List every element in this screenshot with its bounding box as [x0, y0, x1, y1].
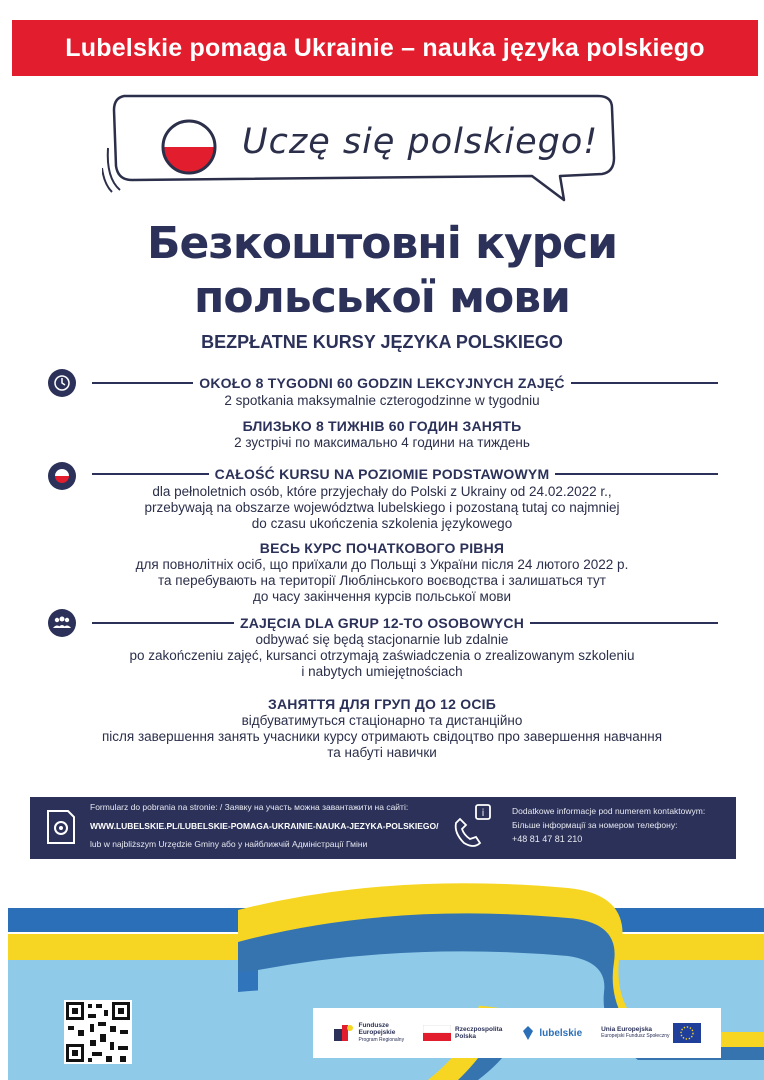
section3-pl-head: ZAJĘCIA DLA GRUP 12-TO OSOBOWYCH — [0, 615, 764, 631]
phone-info-icon — [450, 803, 500, 851]
polish-flag-circle-icon — [160, 118, 218, 176]
section1-pl-body: 2 spotkania maksymalnie czterogodzinne w tygodniu — [224, 393, 540, 408]
logo-unia-europejska — [601, 1023, 701, 1043]
section3-ua-body-2: після завершення занять учасники курсу отримають свідоцтво про завершення навчання — [101, 729, 663, 744]
fe-line2: Europejskie — [358, 1029, 396, 1037]
title-ua-line1: Безкоштовні курси — [146, 218, 618, 269]
rp-line1: Rzeczpospolita — [455, 1025, 503, 1033]
bubble-text: Uczę się polskiego! — [242, 122, 599, 162]
section3-pl-body-2: po zakończeniu zajęć, kursanci otrzymają zaświadczenia o zrealizowanym szkoleniu — [129, 648, 635, 663]
section3-pl-body-1: odbywać się będą stacjonarnie lub zdalnie — [255, 632, 509, 647]
logo-fundusze-europejskie — [332, 1022, 404, 1045]
section2-ua-head: ВЕСЬ КУРС ПОЧАТКОВОГО РІВНЯ — [0, 540, 764, 556]
qr-code[interactable] — [64, 1000, 132, 1064]
title-ua-line2: польської мови — [194, 272, 570, 323]
section2-ua-body-1: для повнолітніх осіб, що приїхали до Польщі з України після 24 лютого 2022 р. — [135, 557, 629, 572]
fe-star-icon — [332, 1023, 354, 1043]
document-gear-icon — [40, 807, 82, 849]
logo-rzeczpospolita — [423, 1025, 502, 1041]
contact-label-ua: Більше інформації за номером телефону: — [512, 820, 678, 830]
fe-line1: Fundusze — [358, 1021, 389, 1029]
logo-lubelskie — [521, 1025, 582, 1041]
lubelskie-mark-icon — [521, 1025, 535, 1041]
ue-line2: Europejski Fundusz Społeczny — [601, 1033, 670, 1039]
phone-number[interactable]: +48 81 47 81 210 — [512, 834, 583, 844]
poland-flag-icon — [423, 1025, 451, 1041]
section3-ua-body-1: відбуватимуться стаціонарно та дистанційно — [241, 713, 523, 728]
ue-line1: Unia Europejska — [601, 1025, 653, 1033]
section3-ua-body-3: та набуті навички — [327, 745, 437, 760]
section3-ua-head: ЗАНЯТТЯ ДЛЯ ГРУП ДО 12 ОСІБ — [0, 696, 764, 712]
top-banner — [12, 20, 758, 76]
banner-title: Lubelskie pomaga Ukrainie – nauka języka polskiego — [65, 33, 705, 62]
section1-ua-head: БЛИЗЬКО 8 ТИЖНІВ 60 ГОДИН ЗАНЯТЬ — [0, 418, 764, 434]
section2-pl-body-2: przebywają na obszarze województwa lubelskiego i pozostaną tutaj co najmniej — [144, 500, 620, 515]
section1-pl-head: OKOŁO 8 TYGODNI 60 GODZIN LEKCYJNYCH ZAJĘĆ — [0, 375, 764, 391]
section2-pl-body-3: do czasu ukończenia szkolenia językowego — [251, 516, 513, 531]
info-bar — [30, 797, 736, 859]
rp-line2: Polska — [455, 1033, 477, 1040]
section3-pl-body-3: i nabytych umiejętnościach — [301, 664, 463, 679]
form-url-link[interactable]: WWW.LUBELSKIE.PL/LUBELSKIE-POMAGA-UKRAINIE-NAUKA-JEZYKA-POLSKIEGO/ — [90, 821, 439, 831]
contact-label: Dodatkowe informacje pod numerem kontaktowym: — [512, 806, 706, 816]
office-text: lub w najbliższym Urzędzie Gminy або у найближчій Адміністрації Гміни — [90, 839, 368, 849]
fe-line3: Program Regionalny — [358, 1036, 405, 1043]
section2-pl-head: CAŁOŚĆ KURSU NA POZIOMIE PODSTAWOWYM — [0, 466, 764, 482]
section2-ua-body-3: до часу закінчення курсів польської мови — [252, 589, 512, 604]
section1-ua-body: 2 зустрічі по максимально 4 години на тиждень — [234, 435, 530, 450]
lubelskie-text: lubelskie — [539, 1027, 583, 1039]
section2-pl-body-1: dla pełnoletnich osób, które przyjechały do Polski z Ukrainy od 24.02.2022 r., — [152, 484, 612, 499]
svg-text:i: i — [481, 808, 485, 819]
eu-flag-icon — [673, 1023, 701, 1043]
section2-ua-body-2: та перебувають на території Люблінського воєводства і залишаться тут — [158, 573, 606, 588]
title-pl: BEZPŁATNE KURSY JĘZYKA POLSKIEGO — [201, 332, 563, 352]
form-label: Formularz do pobrania na stronie: / Заявку на участь можна завантажити на сайті: — [90, 802, 409, 812]
funding-logos — [313, 1008, 721, 1058]
